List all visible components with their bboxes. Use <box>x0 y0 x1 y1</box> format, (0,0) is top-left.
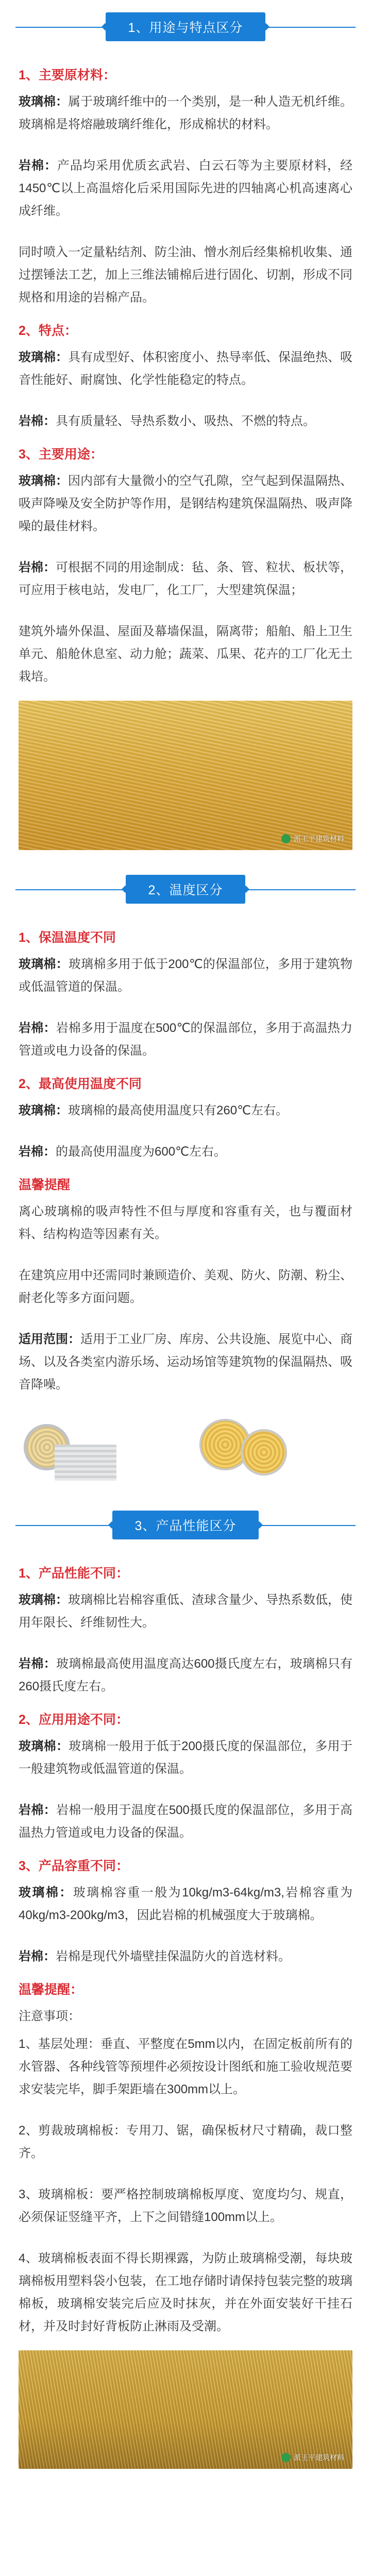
photo-wool-board <box>19 2350 352 2469</box>
label-rock: 岩棉： <box>19 1803 56 1817</box>
photo-watermark: 派王平建筑材料 <box>281 2452 344 2463</box>
paragraph-apply-glass: 玻璃棉：玻璃棉一般用于低于200摄氏度的保温部位，多用于一般建筑物或低温管道的保温。 <box>19 1739 353 1776</box>
paragraph-density-glass: 玻璃棉：玻璃棉容重一般为10kg/m3-64kg/m3,岩棉容重为40kg/m3-200kg/m3，因此岩棉的机械强度大于玻璃棉。 <box>19 1886 352 1922</box>
label-glass: 玻璃棉： <box>19 350 68 364</box>
heading-max-temperature: 2、最高使用温度不同 <box>19 1077 142 1091</box>
paragraph-usage-rock-more: 建筑外墙外保温、屋面及幕墙保温，隔离带；船舶、船上卫生单元、船舱休息室、动力舱；蔬菜、瓜果、花卉的工厂化无土栽培。 <box>19 624 352 684</box>
paragraph-usage-glass: 玻璃棉：因内部有大量微小的空气孔隙，空气起到保温隔热、吸声降噪及安全防护等作用，是钢结构建筑保温隔热、吸声降噪的最佳材料。 <box>19 474 352 533</box>
photo-foil-roll <box>19 1409 182 1486</box>
heading-tip: 温馨提醒： <box>19 1982 83 1997</box>
section-banner-usage <box>0 0 371 54</box>
paragraph-material-glass: 玻璃棉：属于玻璃纤维中的一个类别，是一种人造无机纤维。玻璃棉是将熔融玻璃纤维化，形成棉状的材料。 <box>19 95 352 131</box>
label-rock: 岩棉： <box>19 1657 56 1671</box>
section-temperature-body <box>0 927 371 1396</box>
paragraph-material-rock: 岩棉：产品均采用优质玄武岩、白云石等为主要原材料，经1450℃以上高温熔化后采用国际先进的四轴离心机高速离心成纤维。 <box>19 159 353 218</box>
paragraph-tip-intro: 注意事项： <box>19 2009 80 2023</box>
heading-performance: 1、产品性能不同： <box>19 1566 129 1581</box>
photo-watermark: 派王平建筑材料 <box>281 834 344 844</box>
label-glass: 玻璃棉： <box>19 1593 68 1607</box>
wool-roll-image <box>241 1429 287 1476</box>
paragraph-tip-1: 1、基层处理：垂直、平整度在5mm以内，在固定板前所有的水管器、各种线管等预埋件必须按设计图纸和施工验收规范要求安装完毕，脚手架距墙在300mm以上。 <box>19 2037 352 2096</box>
section-banner-performance <box>0 1498 371 1552</box>
heading-apply: 2、应用用途不同： <box>19 1713 129 1727</box>
paragraph-keep-glass: 玻璃棉：玻璃棉多用于低于200℃的保温部位，多用于建筑物或低温管道的保温。 <box>19 957 353 994</box>
paragraph-tip-more: 在建筑应用中还需同时兼顾造价、美观、防火、防潮、粉尘、耐老化等多方面问题。 <box>19 1268 352 1305</box>
paragraph-max-rock: 岩棉：的最高使用温度为600℃左右。 <box>19 1145 226 1159</box>
paragraph-material-rock-process: 同时喷入一定量粘结剂、防尘油、憎水剂后经集棉机收集、通过摆锤法工艺，加上三维法铺棉后进行固化、切割，形成不同规格和用途的岩棉产品。 <box>19 245 352 304</box>
label-scope: 适用范围： <box>19 1332 80 1346</box>
label-glass: 玻璃棉： <box>19 95 68 109</box>
heading-usage: 3、主要用途： <box>19 447 103 462</box>
label-glass: 玻璃棉： <box>19 474 68 488</box>
label-rock: 岩棉： <box>19 1145 56 1159</box>
label-rock: 岩棉： <box>19 561 56 574</box>
heading-material: 1、主要原材料： <box>19 68 116 82</box>
section-banner-temperature <box>0 862 371 916</box>
wechat-icon <box>281 2453 291 2462</box>
label-rock: 岩棉： <box>19 414 56 428</box>
photo-glass-wool-blocks <box>19 701 352 850</box>
paragraph-tip-4: 4、玻璃棉板表面不得长期裸露，为防止玻璃棉受潮，每块玻璃棉板用塑料袋小包装，在工地存储时请保持包装完整的玻璃棉板，玻璃棉安装完后应及时抹灰，并在外面安装好干挂石材，并及时封好背板防止淋雨及受潮。 <box>19 2251 352 2333</box>
foil-slab-image <box>55 1445 116 1481</box>
heading-feature: 2、特点： <box>19 324 77 338</box>
section-performance-body <box>0 1563 371 2338</box>
paragraph-perf-glass: 玻璃棉：玻璃棉比岩棉容重低、渣球含量少、导热系数低，使用年限长、纤维韧性大。 <box>19 1593 352 1630</box>
paragraph-tip-2: 2、剪裁玻璃棉板：专用刀、锯，确保板材尺寸精确，裁口整齐。 <box>19 2124 352 2160</box>
paragraph-usage-rock: 岩棉：可根据不同的用途制成：毡、条、管、粒状、板状等，可应用于核电站，发电厂，化工厂，大型建筑保温； <box>19 561 352 597</box>
paragraph-max-glass: 玻璃棉：玻璃棉的最高使用温度只有260℃左右。 <box>19 1104 288 1117</box>
heading-tip: 温馨提醒 <box>19 1178 71 1192</box>
paragraph-tip: 离心玻璃棉的吸声特性不但与厚度和容重有关，也与覆面材料、结构构造等因素有关。 <box>19 1205 352 1241</box>
label-glass: 玻璃棉： <box>19 1739 69 1753</box>
label-rock: 岩棉： <box>19 159 57 173</box>
photo-row-products <box>19 1409 352 1486</box>
heading-keep-temperature: 1、保温温度不同 <box>19 930 116 945</box>
section-title: 1、用途与特点区分 <box>106 12 266 41</box>
section-usage-body <box>0 65 371 688</box>
photo-wool-rolls <box>189 1409 352 1486</box>
paragraph-density-rock: 岩棉：岩棉是现代外墙壁挂保温防火的首选材料。 <box>19 1950 291 1963</box>
section-title: 3、产品性能区分 <box>112 1511 259 1539</box>
heading-density: 3、产品容重不同： <box>19 1859 129 1873</box>
label-glass: 玻璃棉： <box>19 957 69 971</box>
label-glass: 玻璃棉： <box>19 1886 73 1900</box>
paragraph-scope: 适用范围：适用于工业厂房、库房、公共设施、展览中心、商场、以及各类室内游乐场、运动场馆等建筑物的保温隔热、吸音降噪。 <box>19 1332 352 1392</box>
paragraph-feature-glass: 玻璃棉：具有成型好、体积密度小、热导率低、保温绝热、吸音性能好、耐腐蚀、化学性能稳定的特点。 <box>19 350 352 387</box>
label-rock: 岩棉： <box>19 1021 56 1035</box>
label-glass: 玻璃棉： <box>19 1104 68 1117</box>
wechat-icon <box>281 834 291 843</box>
paragraph-apply-rock: 岩棉：岩棉一般用于温度在500摄氏度的保温部位，多用于高温热力管道或电力设备的保温。 <box>19 1803 353 1840</box>
label-rock: 岩棉： <box>19 1950 56 1963</box>
section-title: 2、温度区分 <box>126 875 246 904</box>
paragraph-tip-3: 3、玻璃棉板：要严格控制玻璃棉板厚度、宽度均匀、规直，必须保证竖缝平齐，上下之间错缝100mm以上。 <box>19 2188 352 2224</box>
paragraph-perf-rock: 岩棉：玻璃棉最高使用温度高达600摄氏度左右，玻璃棉只有260摄氏度左右。 <box>19 1657 353 1693</box>
paragraph-keep-rock: 岩棉：岩棉多用于温度在500℃的保温部位，多用于高温热力管道或电力设备的保温。 <box>19 1021 353 1058</box>
paragraph-feature-rock: 岩棉：具有质量轻、导热系数小、吸热、不燃的特点。 <box>19 414 315 428</box>
